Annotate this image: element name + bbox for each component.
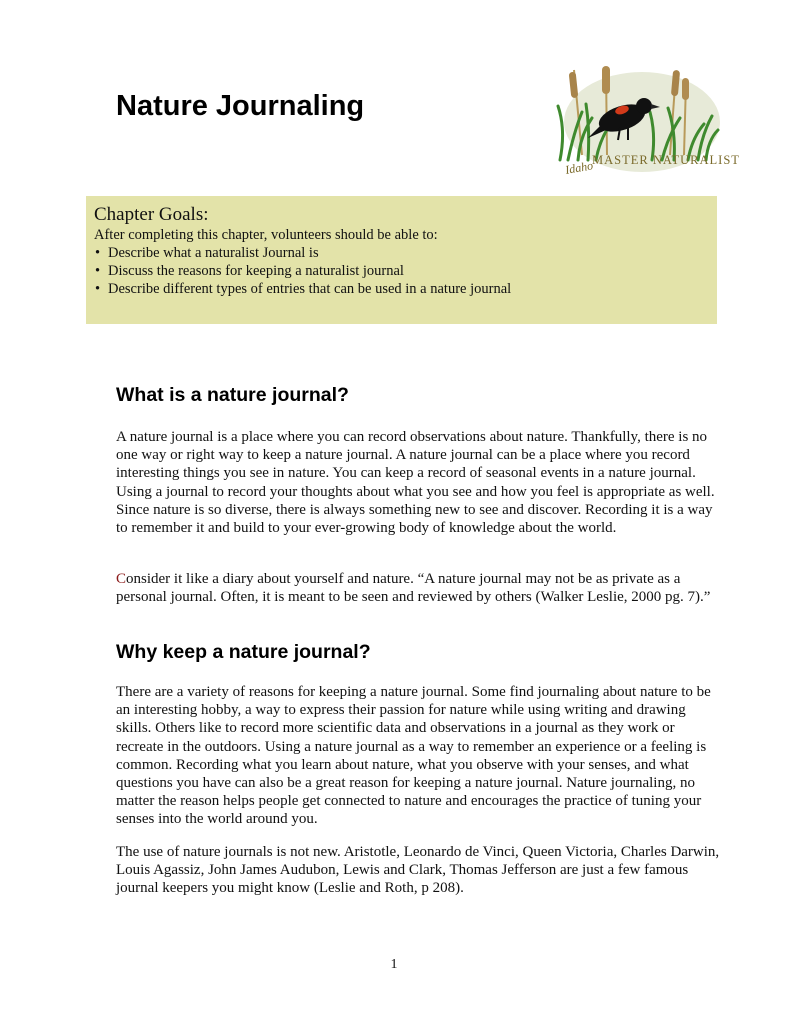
blackbird-cattail-icon xyxy=(552,60,740,177)
chapter-goals-box xyxy=(86,196,717,324)
paragraph-history: The use of nature journals is not new. Aristotle, Leonardo de Vinci, Queen Victoria, Charles Darwin, Louis Agassiz, John James Audubon, Lewis and Clark, Thomas Jefferson are just a few famous journal keepers you might know (Leslie and Roth, p 208). xyxy=(116,844,720,897)
paragraph-diary xyxy=(116,570,720,606)
logo-text-idaho: Idaho xyxy=(564,158,595,177)
paragraph-why-keep: There are a variety of reasons for keeping a nature journal. Some find journaling about nature to be an interesting hobby, a way to express their passion for nature while using writing and drawing skills. Others like to record more scientific data and observations in a journal as they work or recreate in the outdoors. Using a nature journal as a way to remember an experience or a feeling is common. Recording what you learn about nature, what you observe with your senses, and what questions you have can also be a great reason for keeping a nature journal. Nature journaling, no matter the reason helps people get connected to nature and encourages the practice of tuning your senses into the world around you. xyxy=(116,684,711,828)
section-heading-what-is: What is a nature journal? xyxy=(116,384,349,406)
chapter-goals-heading: Chapter Goals: xyxy=(94,204,209,225)
page-number: 1 xyxy=(390,957,398,972)
chapter-goal-item: • Describe different types of entries that can be used in a nature journal xyxy=(94,280,709,298)
chapter-goal-item: • Discuss the reasons for keeping a naturalist journal xyxy=(94,262,709,280)
section-heading-why-keep: Why keep a nature journal? xyxy=(116,641,371,663)
paragraph-diary-text: onsider it like a diary about yourself and nature. “A nature journal may not be as private as a personal journal. Often, it is meant to be seen and reviewed by others (Walker Leslie, 2000 pg. 7).” xyxy=(116,571,711,606)
page-title: Nature Journaling xyxy=(116,90,365,122)
logo-text-master-naturalist: MASTER NATURALIST xyxy=(592,153,740,167)
chapter-goal-item: • Describe what a naturalist Journal is xyxy=(94,244,709,262)
dropcap-letter: C xyxy=(116,571,127,587)
paragraph-what-is: A nature journal is a place where you can record observations about nature. Thankfully, there is no one way or right way to keep a nature journal. A nature journal can be a place where you record interesting things you see in nature. You can keep a record of seasonal events in a nature journal. Using a journal to record your thoughts about what you see and how you feel is appropriate as well. Since nature is so diverse, there is always something new to see and discover. Recording it is a way to remember it and build to your ever-growing body of knowledge about the world. xyxy=(116,429,715,537)
chapter-goals-list xyxy=(94,244,709,298)
chapter-goals-intro: After completing this chapter, volunteers should be able to: xyxy=(94,227,438,243)
master-naturalist-logo xyxy=(552,60,740,177)
